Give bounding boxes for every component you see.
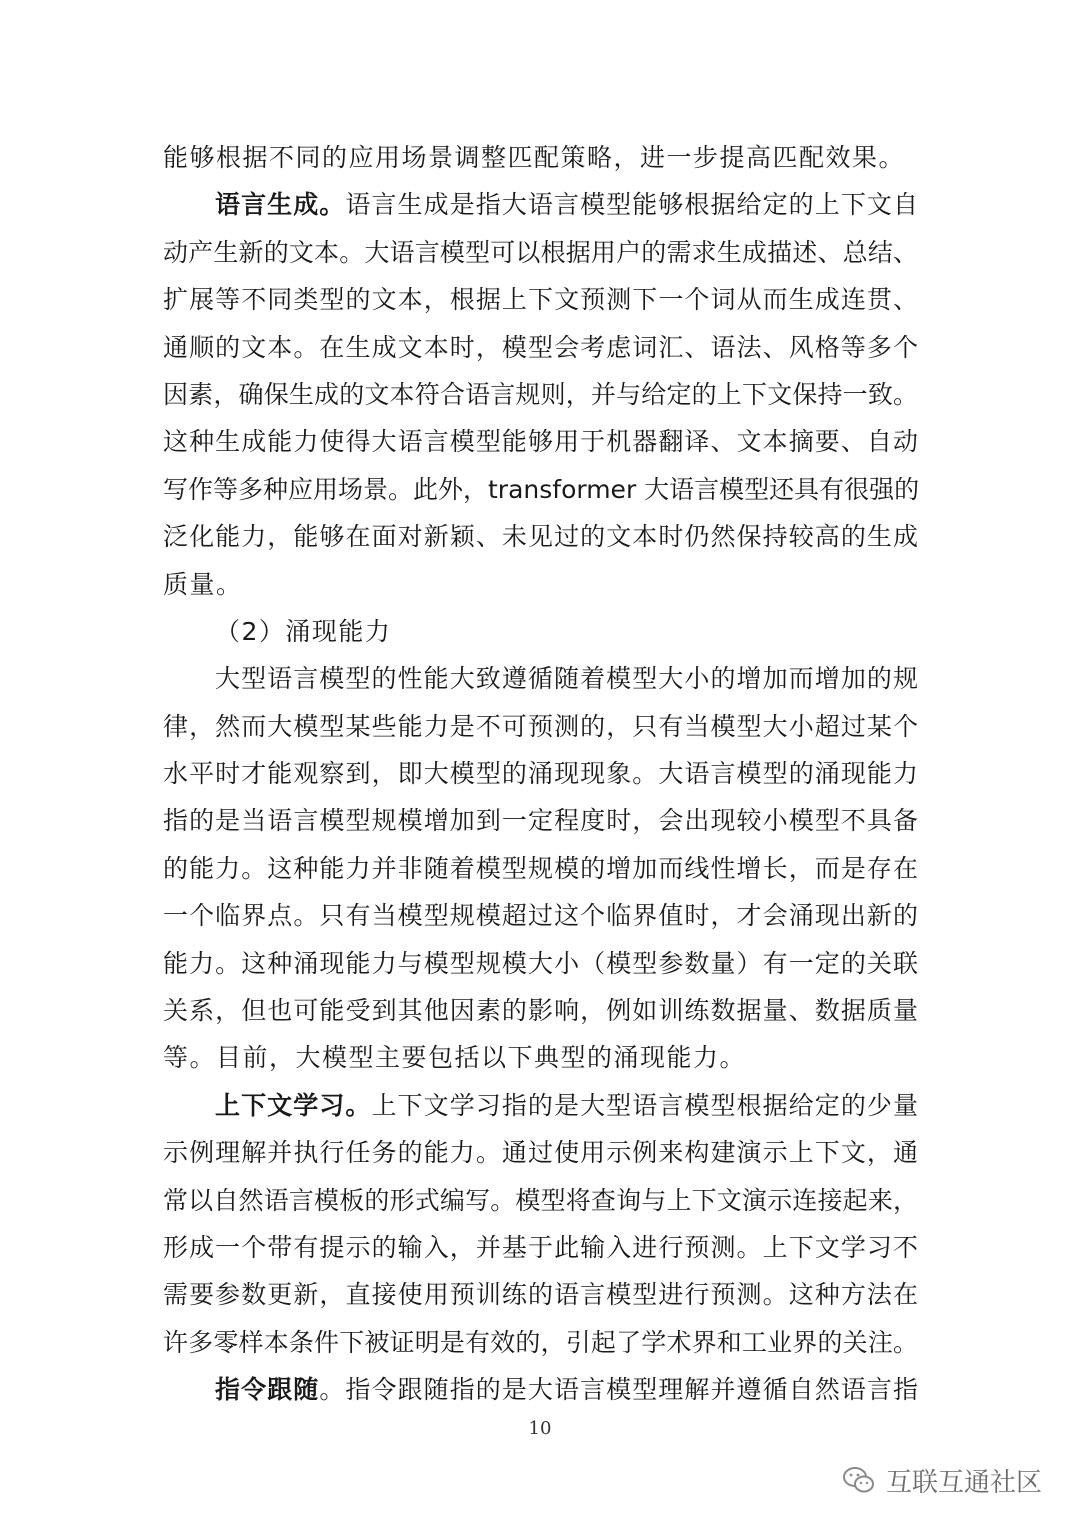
text-line — [163, 1177, 918, 1224]
lead-term: 指令跟随 — [215, 1375, 320, 1405]
line-text: （2）涌现能力 — [215, 616, 392, 646]
text-line — [163, 1082, 918, 1129]
text-line — [163, 845, 918, 892]
line-text: 能够根据不同的应用场景调整匹配策略，进一步提高匹配效果。 — [163, 143, 906, 172]
text-line — [163, 797, 918, 844]
text-line — [163, 1224, 918, 1271]
text-line — [163, 134, 918, 181]
line-text: 指的是当语言模型规模增加到一定程度时，会出现较小模型不具备 — [163, 806, 918, 836]
line-text: 通顺的文本。在生成文本时，模型会考虑词汇、语法、风格等多个 — [163, 332, 918, 362]
line-text: 许多零样本条件下被证明是有效的，引起了学术界和工业界的关注。 — [163, 1327, 918, 1357]
page-number: 10 — [528, 1418, 552, 1439]
watermark — [842, 1460, 1042, 1500]
line-text: 能力。这种涌现能力与模型规模大小（模型参数量）有一定的关联 — [163, 948, 918, 978]
text-line — [163, 1319, 918, 1366]
line-text: 质量。 — [163, 569, 243, 599]
text-line — [163, 750, 918, 797]
line-text: 泛化能力，能够在面对新颖、未见过的文本时仍然保持较高的生成 — [163, 522, 918, 552]
lead-term: 上下文学习。 — [215, 1090, 372, 1120]
line-text: 示例理解并执行任务的能力。通过使用示例来构建演示上下文，通 — [163, 1138, 918, 1168]
line-text: 等。目前，大模型主要包括以下典型的涌现能力。 — [163, 1043, 747, 1073]
text-line — [163, 892, 918, 939]
line-text: 一个临界点。只有当模型规模超过这个临界值时，才会涌现出新的 — [163, 901, 918, 931]
line-text: 语言生成是指大语言模型能够根据给定的上下文自 — [345, 190, 918, 220]
line-text: 关系，但也可能受到其他因素的影响，例如训练数据量、数据质量 — [163, 996, 918, 1026]
text-line — [163, 1034, 918, 1081]
line-text: 大型语言模型的性能大致遵循随着模型大小的增加而增加的规 — [215, 664, 918, 694]
line-text: 写作等多种应用场景。此外，transformer 大语言模型还具有很强的 — [163, 474, 920, 504]
text-line — [163, 940, 918, 987]
watermark-text: 互联互通社区 — [885, 1467, 1042, 1498]
text-line — [163, 181, 918, 228]
text-line — [163, 324, 918, 371]
line-text: 上下文学习指的是大型语言模型根据给定的少量 — [371, 1090, 918, 1120]
text-line — [163, 371, 918, 418]
text-line — [163, 987, 918, 1034]
text-line — [163, 703, 918, 750]
document-body — [163, 134, 918, 1414]
line-text: 水平时才能观察到，即大模型的涌现现象。大语言模型的涌现能力 — [163, 759, 918, 789]
lead-term: 语言生成。 — [215, 190, 346, 220]
line-text: 这种生成能力使得大语言模型能够用于机器翻译、文本摘要、自动 — [163, 427, 918, 457]
line-text: 需要参数更新，直接使用预训练的语言模型进行预测。这种方法在 — [163, 1280, 918, 1310]
line-text: 。指令跟随指的是大语言模型理解并遵循自然语言指 — [319, 1375, 918, 1405]
text-line — [163, 1366, 918, 1413]
line-text: 因素，确保生成的文本符合语言规则，并与给定的上下文保持一致。 — [163, 379, 918, 409]
line-text: 律，然而大模型某些能力是不可预测的，只有当模型大小超过某个 — [163, 711, 918, 741]
line-text: 的能力。这种能力并非随着模型规模的增加而线性增长，而是存在 — [163, 853, 918, 883]
text-line — [163, 655, 918, 702]
line-text: 扩展等不同类型的文本，根据上下文预测下一个词从而生成连贯、 — [163, 285, 918, 315]
text-line — [163, 513, 918, 560]
line-text: 常以自然语言模板的形式编写。模型将查询与上下文演示连接起来， — [163, 1185, 918, 1215]
text-line — [163, 466, 918, 513]
text-line — [163, 276, 918, 323]
line-text: 形成一个带有提示的输入，并基于此输入进行预测。上下文学习不 — [163, 1232, 918, 1262]
text-line — [163, 1129, 918, 1176]
text-line — [163, 418, 918, 465]
text-line — [163, 1271, 918, 1318]
text-line — [163, 229, 918, 276]
line-text: 动产生新的文本。大语言模型可以根据用户的需求生成描述、总结、 — [163, 237, 918, 267]
text-line — [163, 608, 918, 655]
wechat-icon — [842, 1465, 876, 1495]
text-line — [163, 561, 918, 608]
